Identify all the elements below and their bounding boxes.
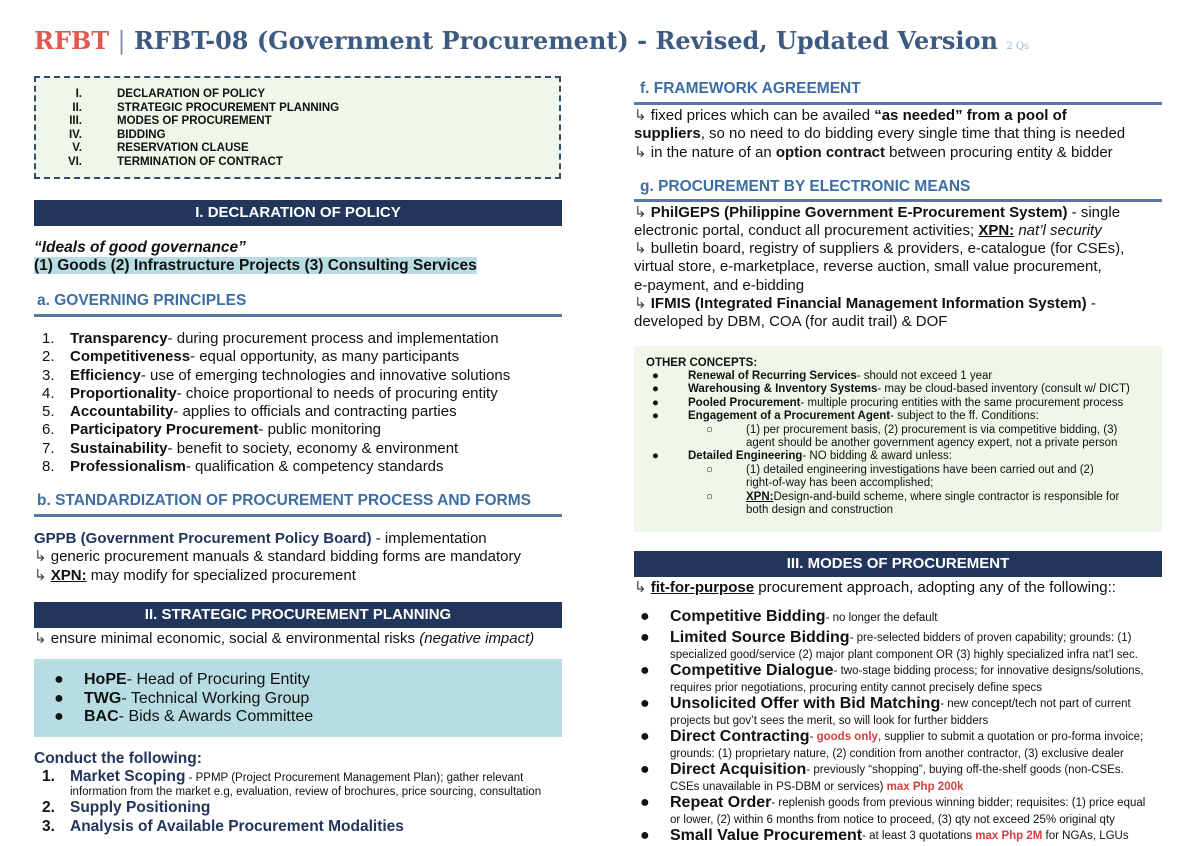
- ifmis-cont: developed by DBM, COA (for audit trail) & DOF: [634, 313, 948, 330]
- list-item: ● Renewal of Recurring Services - should not exceed 1 year: [652, 370, 993, 382]
- arrow-icon: ↳: [634, 579, 647, 596]
- list-item-cont: projects but gov’t sees the merit, so will look for further bidders: [670, 715, 989, 727]
- divider: [34, 514, 562, 517]
- title-text: RFBT-08 (Government Procurement) - Revised, Updated Version: [133, 26, 998, 55]
- ideals-quote: “Ideals of good governance”: [34, 239, 246, 256]
- list-item-cont: or lower, (2) within 6 months from notice to proceed, (3) qty not exceed 25% original qty: [670, 814, 1115, 826]
- divider: [634, 102, 1162, 105]
- planning-line: ↳ ensure minimal economic, social & environmental risks (negative impact): [34, 630, 535, 647]
- conduct-heading: Conduct the following:: [34, 750, 202, 767]
- list-item: ● Direct Contracting - goods only, supplier to submit a quotation or pro-forma invoice;: [640, 728, 1144, 745]
- sub-list-item: ○ XPN: Design-and-build scheme, where single contractor is responsible for: [706, 490, 1120, 503]
- list-item: ● Warehousing & Inventory Systems - may be cloud-based inventory (consult w/ DICT): [652, 383, 1130, 396]
- list-item: ● Unsolicited Offer with Bid Matching - new concept/tech not part of current: [640, 695, 1131, 712]
- list-item: 2. Competitiveness - equal opportunity, as many participants: [42, 348, 460, 366]
- list-item: ● Repeat Order - replenish goods from previous winning bidder; requisites: (1) price equal: [640, 794, 1146, 811]
- brand: RFBT: [34, 26, 110, 55]
- other-concepts-title: OTHER CONCEPTS:: [646, 357, 758, 369]
- sub-list-item-cont: both design and construction: [746, 504, 894, 517]
- modes-intro: ↳ fit-for-purpose procurement approach, adopting any of the following::: [634, 579, 1116, 596]
- arrow-icon: ↳: [634, 240, 647, 257]
- toc-item: V. RESERVATION CLAUSE: [72, 142, 249, 155]
- list-item: ● TWG - Technical Working Group: [54, 689, 310, 707]
- list-item-cont: requires prior negotiations, procuring entity cannot precisely define specs: [670, 682, 1043, 694]
- list-item: ● Competitive Bidding - no longer the default: [640, 608, 938, 625]
- table-of-contents: [34, 76, 561, 179]
- list-item: 3. Efficiency - use of emerging technologies and innovative solutions: [42, 366, 511, 384]
- arrow-icon: ↳: [34, 548, 47, 565]
- other-concepts-box: [634, 346, 1162, 532]
- section-bar-planning: II. STRATEGIC PROCUREMENT PLANNING: [34, 602, 562, 628]
- philgeps-features-2: virtual store, e-marketplace, reverse auction, small value procurement,: [634, 258, 1102, 275]
- list-item: ● BAC - Bids & Awards Committee: [54, 708, 314, 725]
- framework-line-3: ↳ in the nature of an option contract between procuring entity & bidder: [634, 144, 1113, 161]
- gppb-manuals: ↳ generic procurement manuals & standard bidding forms are mandatory: [34, 548, 521, 565]
- list-item: 8. Professionalism - qualification & competency standards: [42, 458, 444, 476]
- toc-item: II. STRATEGIC PROCUREMENT PLANNING: [72, 101, 340, 114]
- page-title: [34, 26, 1029, 55]
- arrow-icon: ↳: [634, 107, 647, 124]
- sub-list-item-cont: agent should be another government agency expert, not a private person: [746, 437, 1118, 450]
- arrow-icon: ↳: [634, 144, 647, 161]
- list-item: ● Detailed Engineering - NO bidding & award unless:: [652, 450, 952, 463]
- market-scoping-cont: information from the market e.g, evaluation, review of brochures, price sourcing, consultation: [70, 786, 542, 798]
- list-item: 7. Sustainability - benefit to society, economy & environment: [42, 439, 459, 457]
- question-count: 2 Qs: [1006, 41, 1030, 52]
- list-item: 4. Proportionality - choice proportional to needs of procuring entity: [42, 384, 498, 402]
- list-item-cont: specialized good/service (2) major plant component OR (3) highly specialized infra nat’l sec.: [670, 649, 1138, 661]
- list-item: ● Limited Source Bidding - pre-selected bidders of proven capability; grounds: (1): [640, 629, 1132, 646]
- modes-list: [640, 607, 1145, 846]
- list-item: ● Direct Acquisition - previously “shopping”, buying off-the-shelf goods (non-CSEs.: [640, 761, 1124, 778]
- list-item: 1. Transparency - during procurement process and implementation: [42, 330, 499, 347]
- philgeps-features: ↳ bulletin board, registry of suppliers & providers, e-catalogue (for CSEs),: [634, 240, 1125, 257]
- divider: [34, 314, 562, 317]
- philgeps-line: ↳ PhilGEPS (Philippine Government E-Procurement System) - single: [634, 204, 1121, 221]
- list-item: 3. Analysis of Available Procurement Modalities: [42, 818, 404, 835]
- philgeps-features-3: e-payment, and e-bidding: [634, 277, 805, 294]
- section-bar-declaration: I. DECLARATION OF POLICY: [34, 200, 562, 226]
- toc-item: VI. TERMINATION OF CONTRACT: [67, 155, 283, 168]
- list-item: 2. Supply Positioning: [42, 799, 211, 816]
- list-item: ● Competitive Dialogue - two-stage bidding process; for innovative designs/solutions,: [640, 662, 1144, 679]
- roles-box: [34, 659, 562, 737]
- list-item-cont: grounds: (1) proprietary nature, (2) condition from another contractor, (3) exclusive dealer: [670, 748, 1124, 760]
- list-item: ● HoPE - Head of Procuring Entity: [54, 671, 310, 688]
- arrow-icon: ↳: [34, 567, 47, 584]
- framework-line-1: ↳ fixed prices which can be availed “as needed” from a pool of: [634, 107, 1067, 124]
- philgeps-cont: electronic portal, conduct all procurement activities; XPN: nat’l security: [634, 222, 1102, 239]
- list-item-cont: CSEs unavailable in PS-DBM or services) max Php 200k: [670, 781, 964, 793]
- sub-list-item: ○ (1) per procurement basis, (2) procurement is via competitive bidding, (3): [706, 423, 1118, 436]
- list-item: ● Pooled Procurement - multiple procuring entities with the same procurement process: [652, 396, 1124, 409]
- arrow-icon: ↳: [634, 295, 647, 312]
- list-item: ● Engagement of a Procurement Agent - subject to the ff. Conditions:: [652, 410, 1039, 423]
- sub-electronic-means: g. PROCUREMENT BY ELECTRONIC MEANS: [640, 178, 971, 195]
- sub-list-item: ○ (1) detailed engineering investigations have been carried out and (2): [706, 463, 1094, 476]
- toc-item: I. DECLARATION OF POLICY: [75, 88, 266, 100]
- section-bar-modes: III. MODES OF PROCUREMENT: [634, 551, 1162, 577]
- gppb-exception: ↳ XPN: may modify for specialized procurement: [34, 567, 356, 584]
- list-item: ● Small Value Procurement - at least 3 quotations max Php 2M for NGAs, LGUs: [640, 827, 1129, 844]
- list-item: 5. Accountability - applies to officials and contracting parties: [42, 403, 457, 421]
- sub-list-item-cont: right-of-way has been accomplished;: [746, 477, 934, 490]
- sub-governing-principles: a. GOVERNING PRINCIPLES: [37, 292, 247, 309]
- ifmis-line: ↳ IFMIS (Integrated Financial Management Information System) -: [634, 295, 1096, 312]
- arrow-icon: ↳: [634, 204, 647, 221]
- title-separator: |: [117, 27, 126, 55]
- gppb-line: GPPB (Government Procurement Policy Board) - implementation: [34, 530, 487, 547]
- framework-line-2: suppliers, so no need to do bidding every single time that thing is needed: [634, 125, 1126, 142]
- arrow-icon: ↳: [34, 630, 47, 647]
- list-item: 1. Market Scoping - PPMP (Project Procurement Management Plan); gather relevant: [42, 768, 524, 785]
- sub-standardization: b. STANDARDIZATION OF PROCUREMENT PROCESS AND FORMS: [37, 492, 531, 509]
- divider: [634, 199, 1162, 202]
- sub-framework-agreement: f. FRAMEWORK AGREEMENT: [640, 80, 861, 97]
- toc-item: III. MODES OF PROCUREMENT: [69, 115, 272, 128]
- principles-list: [42, 330, 510, 476]
- toc-item: IV. BIDDING: [68, 128, 166, 141]
- procurement-types: (1) Goods (2) Infrastructure Projects (3) Consulting Services: [34, 257, 477, 274]
- list-item: 6. Participatory Procurement - public monitoring: [42, 421, 381, 439]
